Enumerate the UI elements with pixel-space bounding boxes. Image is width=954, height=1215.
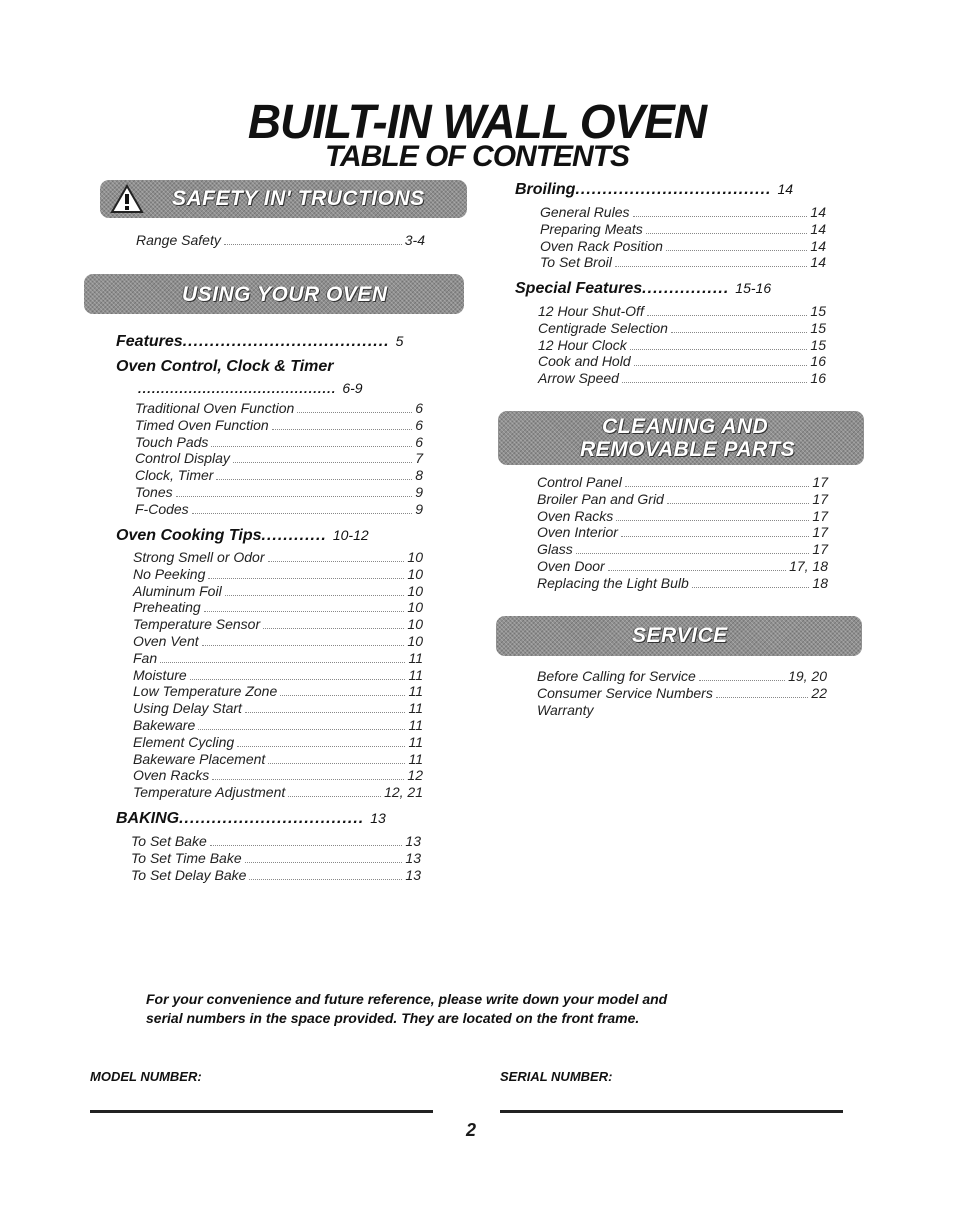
broiling-list (540, 204, 826, 271)
section-special-features: Special Features................ 15-16 (515, 280, 772, 297)
model-number-label: MODEL NUMBER: (90, 1069, 202, 1084)
list-item: Oven Rack Position 14 (540, 237, 826, 254)
list-item: To Set Time Bake 13 (131, 849, 421, 866)
section-baking: BAKING.................................. 13 (116, 810, 386, 827)
list-item: Glass 17 (537, 541, 828, 558)
service-banner (496, 616, 862, 656)
safety-banner-label: SAFETY IN' TRUCTIONS (172, 187, 425, 210)
list-item: Preparing Meats 14 (540, 220, 826, 237)
list-item: Temperature Adjustment 12, 21 (133, 784, 423, 801)
cleaning-list (537, 474, 828, 592)
list-item: Traditional Oven Function 6 (135, 400, 423, 416)
page-subtitle: TABLE OF CONTENTS (324, 140, 630, 173)
list-item: Moisture 11 (133, 666, 423, 683)
list-item: Aluminum Foil 10 (133, 582, 423, 599)
list-item: No Peeking 10 (133, 565, 423, 582)
warning-icon (110, 184, 144, 214)
safety-instructions-banner (100, 180, 467, 218)
service-banner-label: SERVICE (632, 624, 728, 647)
list-item: Broiler Pan and Grid 17 (537, 490, 828, 507)
list-item: Before Calling for Service 19, 20 (537, 668, 827, 684)
list-item: Arrow Speed 16 (538, 370, 826, 387)
note-line-2: serial numbers in the space provided. They are located on the front frame. (146, 1010, 640, 1026)
list-item: Control Display 7 (135, 450, 423, 467)
list-item: Replacing the Light Bulb 18 (537, 574, 828, 591)
list-item: Clock, Timer 8 (135, 467, 423, 484)
list-item: Range Safety 3-4 (136, 232, 425, 248)
list-item: Using Delay Start 11 (133, 700, 423, 717)
service-list (537, 668, 827, 718)
list-item: General Rules 14 (540, 204, 826, 220)
section-features: Features...................................... 5 (116, 333, 404, 350)
list-item: Oven Racks 12 (133, 767, 423, 784)
list-item: Oven Door 17, 18 (537, 557, 828, 574)
note-line-1: For your convenience and future reference, please write down your model and (146, 991, 668, 1007)
list-item: To Set Broil 14 (540, 254, 826, 271)
list-item: Warranty (537, 701, 594, 718)
list-item: Fan 11 (133, 649, 423, 666)
list-item: Centigrade Selection 15 (538, 319, 826, 336)
list-item: Bakeware Placement 11 (133, 750, 423, 767)
list-item: Strong Smell or Odor 10 (133, 549, 423, 565)
cleaning-banner-line1: CLEANING AND (602, 415, 769, 438)
list-item: Touch Pads 6 (135, 433, 423, 450)
list-item: Preheating 10 (133, 599, 423, 616)
list-item: Temperature Sensor 10 (133, 616, 423, 633)
using-banner-label: USING YOUR OVEN (182, 283, 388, 306)
oven-control-list (135, 400, 423, 518)
list-item: Oven Interior 17 (537, 524, 828, 541)
page-number: 2 (466, 1120, 477, 1140)
list-item: Consumer Service Numbers 22 (537, 684, 827, 701)
section-oven-cooking-tips: Oven Cooking Tips............ 10-12 (116, 527, 369, 544)
section-broiling: Broiling.................................... 14 (515, 181, 794, 198)
cleaning-banner-line2: REMOVABLE PARTS (580, 438, 796, 461)
list-item: Timed Oven Function 6 (135, 416, 423, 433)
list-item: Bakeware 11 (133, 716, 423, 733)
serial-number-label: SERIAL NUMBER: (500, 1069, 613, 1084)
using-your-oven-banner (84, 274, 464, 314)
list-item: F-Codes 9 (135, 500, 423, 517)
special-features-list (538, 303, 826, 387)
section-oven-control: Oven Control, Clock & Timer (116, 358, 334, 375)
list-item: Control Panel 17 (537, 474, 828, 490)
list-item: To Set Bake 13 (131, 833, 421, 849)
serial-number-line[interactable] (500, 1110, 843, 1113)
list-item: Element Cycling 11 (133, 733, 423, 750)
list-item: Tones 9 (135, 483, 423, 500)
section-oven-control-dots: ........................................... 6-9 (138, 380, 363, 396)
list-item: Low Temperature Zone 11 (133, 683, 423, 700)
cleaning-banner (498, 411, 864, 465)
list-item: 12 Hour Clock 15 (538, 336, 826, 353)
list-item: 12 Hour Shut-Off 15 (538, 303, 826, 319)
safety-list (136, 232, 425, 249)
list-item: To Set Delay Bake 13 (131, 866, 421, 883)
cooking-tips-list (133, 549, 423, 801)
list-item: Cook and Hold 16 (538, 353, 826, 370)
page-title: BUILT-IN WALL OVEN (247, 93, 707, 149)
model-number-line[interactable] (90, 1110, 433, 1113)
list-item: Oven Racks 17 (537, 507, 828, 524)
reference-note (146, 990, 826, 1028)
list-item: Oven Vent 10 (133, 632, 423, 649)
baking-list (131, 833, 421, 883)
